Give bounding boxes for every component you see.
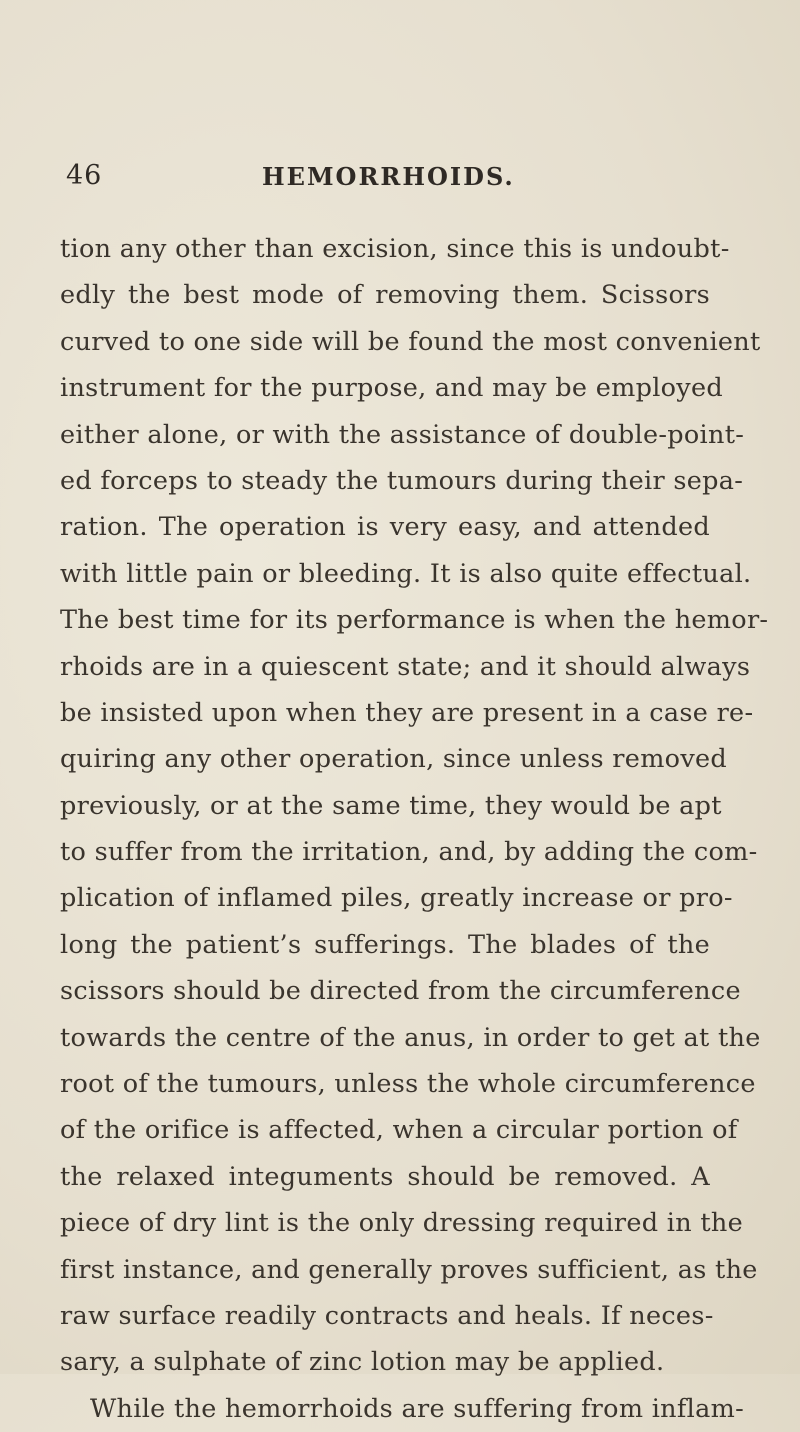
text-line: tion any other than excision, since this is undoubt- <box>60 234 730 264</box>
text-line: to suffer from the irritation, and, by adding the com- <box>60 837 758 868</box>
text-line: plication of inflamed piles, greatly increase or pro- <box>60 883 733 914</box>
text-line: The best time for its performance is when the hemor- <box>60 605 769 636</box>
text-line: raw surface readily contracts and heals. If neces- <box>60 1300 714 1331</box>
text-line: quiring any other operation, since unless removed <box>60 744 728 775</box>
text-line: the relaxed integuments should be removed. A <box>60 1161 710 1192</box>
page-title: HEMORRHOIDS. <box>262 162 515 191</box>
running-head <box>66 160 726 200</box>
text-line: towards the centre of the anus, in order to get at the <box>60 1022 761 1053</box>
text-line: While the hemorrhoids are suffering from inflam- <box>90 1393 744 1424</box>
text-line: rhoids are in a quiescent state; and it should always <box>60 651 751 682</box>
text-line: first instance, and generally proves sufficient, as the <box>60 1254 758 1285</box>
text-line: curved to one side will be found the most convenient <box>60 326 761 357</box>
text-line: be insisted upon when they are present in a case re- <box>60 697 754 728</box>
text-line: long the patient’s sufferings. The blades of the <box>60 929 710 960</box>
text-line: either alone, or with the assistance of double-point- <box>60 419 745 450</box>
text-line: previously, or at the same time, they would be apt <box>60 790 722 821</box>
text-line: sary, a sulphate of zinc lotion may be applied. <box>60 1347 665 1378</box>
text-line: root of the tumours, unless the whole circumference <box>60 1069 756 1100</box>
text-line: ed forceps to steady the tumours during their sepa- <box>60 465 744 496</box>
page-number: 46 <box>66 160 103 191</box>
text-line: ration. The operation is very easy, and attended <box>60 512 710 543</box>
text-line: of the orifice is affected, when a circular portion of <box>60 1115 738 1146</box>
text-line: with little pain or bleeding. It is also quite effectual. <box>60 558 752 589</box>
text-line: piece of dry lint is the only dressing required in the <box>60 1208 744 1239</box>
body-text <box>60 226 769 1432</box>
text-line: instrument for the purpose, and may be employed <box>60 373 724 404</box>
text-line: scissors should be directed from the circumference <box>60 976 741 1007</box>
text-line: edly the best mode of removing them. Scissors <box>60 280 710 311</box>
